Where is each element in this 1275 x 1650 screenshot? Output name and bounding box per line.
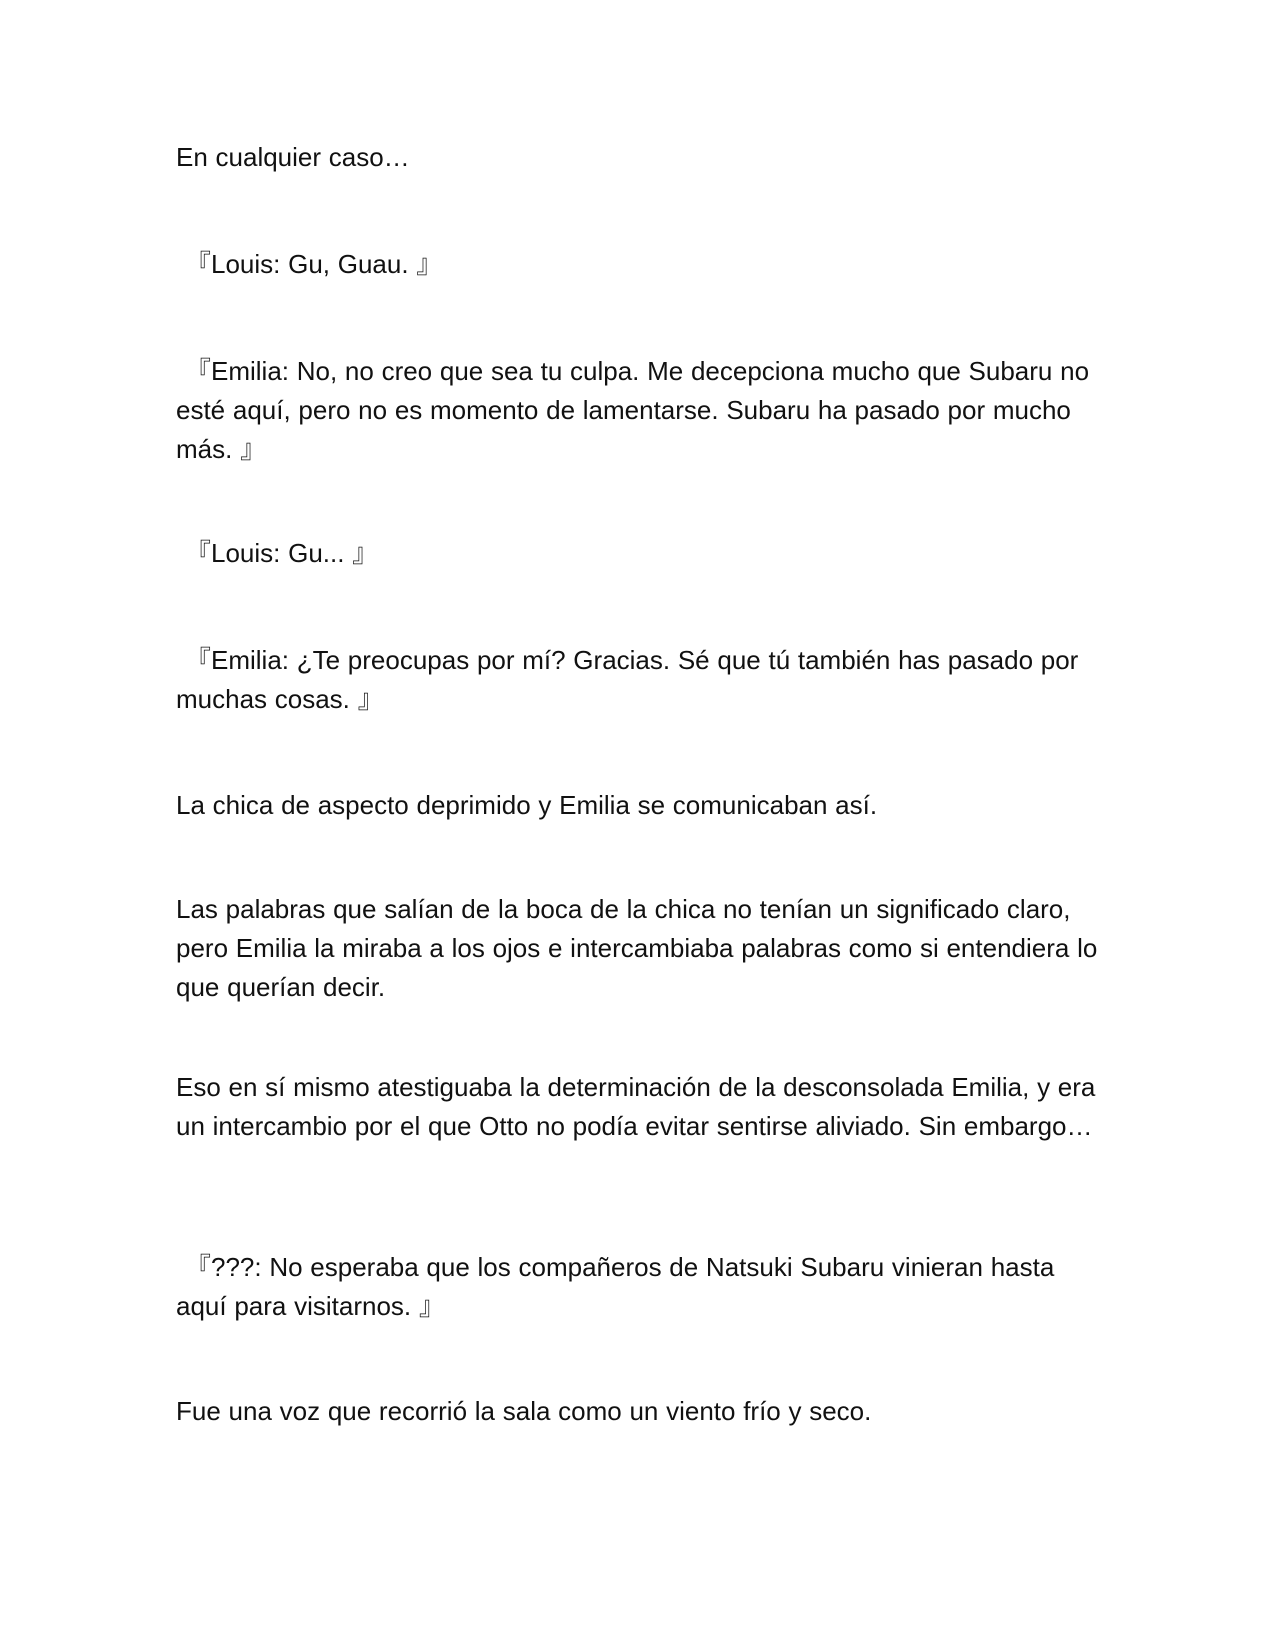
paragraph-narration-5: Fue una voz que recorrió la sala como un viento frío y seco. <box>176 1396 872 1426</box>
paragraph-narration-4: Eso en sí mismo atestiguaba la determinación de la desconsolada Emilia, y era un intercambio por el que Otto no podía evitar sentirse aliviado. Sin embargo… <box>176 1072 1096 1141</box>
paragraph-narration-2: La chica de aspecto deprimido y Emilia se comunicaban así. <box>176 790 878 820</box>
paragraph-narration-1: En cualquier caso… <box>176 142 410 172</box>
paragraph-dialogue-emilia-2: 『Emilia: ¿Te preocupas por mí? Gracias. Sé que tú también has pasado por muchas cosas. 』 <box>176 645 1079 714</box>
paragraph-dialogue-emilia-1: 『Emilia: No, no creo que sea tu culpa. Me decepciona mucho que Subaru no esté aquí, pero no es momento de lamentarse. Subaru ha pasado por mucho más. 』 <box>176 356 1090 464</box>
paragraph-dialogue-unknown: 『???: No esperaba que los compañeros de Natsuki Subaru vinieran hasta aquí para visitarnos. 』 <box>176 1252 1055 1321</box>
paragraph-dialogue-louis-1: 『Louis: Gu, Guau. 』 <box>185 249 443 279</box>
paragraph-narration-3: Las palabras que salían de la boca de la chica no tenían un significado claro, pero Emilia la miraba a los ojos e intercambiaba palabras como si entendiera lo que querían decir. <box>176 894 1098 1002</box>
paragraph-dialogue-louis-2: 『Louis: Gu... 』 <box>185 538 379 568</box>
